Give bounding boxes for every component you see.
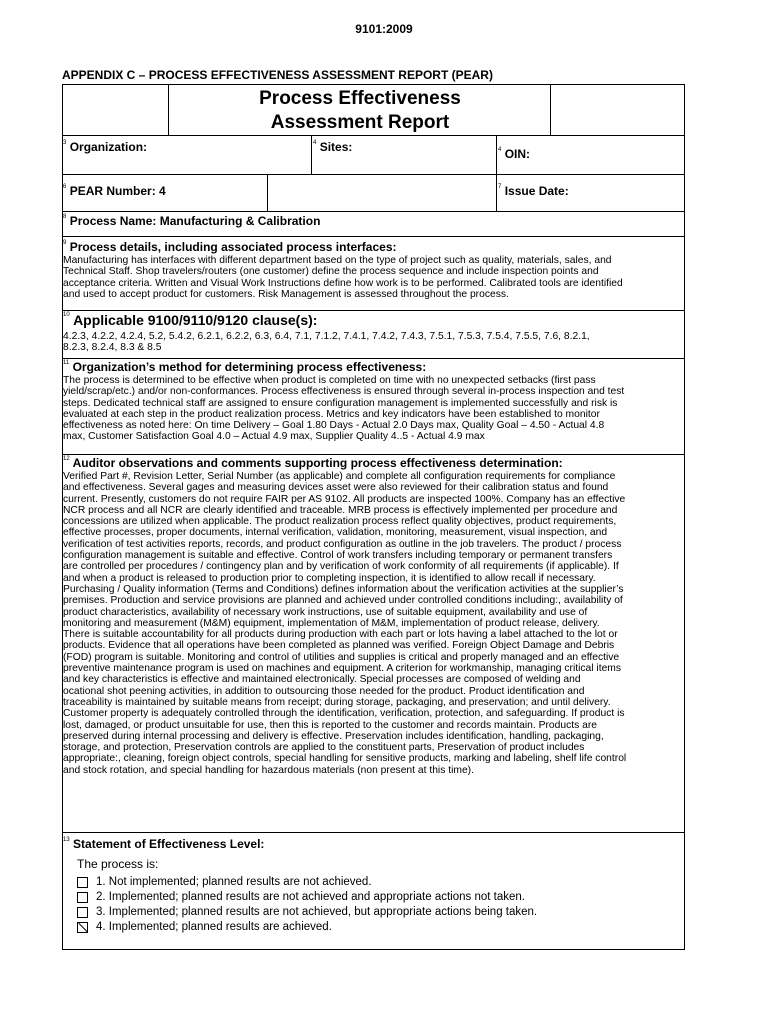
report-title-line1: Process Effectiveness [259, 88, 461, 109]
divider [63, 310, 684, 311]
oin-label: OIN: [504, 147, 531, 161]
method-num: 11 [63, 360, 70, 366]
effectiveness-heading [63, 837, 264, 851]
effectiveness-intro: The process is: [77, 857, 159, 871]
pear-number-field[interactable] [63, 184, 166, 198]
pear-number-num: 6 [63, 184, 67, 190]
option-3-label: 3. Implemented; planned results are not achieved, but appropriate actions being taken. [96, 906, 538, 918]
option-1-label: 1. Not implemented; planned results are not achieved. [96, 876, 372, 888]
effectiveness-option-1[interactable] [77, 876, 372, 888]
clauses-text: 4.2.3, 4.2.2, 4.2.4, 5.2, 5.4.2, 6.2.1, 6.2.2, 6.3, 6.4, 7.1, 7.1.2, 7.4.1, 7.4.2, 7.4.3, 7.5.1, 7.5.3, 7.5.4, 7.5.5, 7.6, 8.2.1, 8.2.3, 8.2.4, 8.3 & 8.5 [63, 331, 590, 354]
oin-num: 4 [498, 147, 502, 153]
process-name-label: Process Name: Manufacturing & Calibration [69, 214, 321, 228]
report-title-line2: Assessment Report [270, 112, 450, 133]
option-2-label: 2. Implemented; planned results are not achieved and appropriate actions not taken. [96, 891, 525, 903]
method-heading [63, 360, 426, 374]
sites-field[interactable] [313, 140, 352, 154]
organization-num: 3 [63, 140, 67, 146]
checkbox-2[interactable] [77, 892, 88, 903]
divider [63, 236, 684, 237]
effectiveness-option-4[interactable] [77, 921, 332, 933]
method-text: The process is determined to be effective when product is completed on time with no unexpected setbacks (first pass yield/scrap/etc.) and/or non-conformances. Process effectiveness is ensured through several in-process inspection and test steps. Dedicated technical staff are assigned to ensure configuration management is implemented successfully and risk is evaluated at each step in the product realization process. Metrics and key indicators have been established to monitor effectiveness as noted here: On time Delivery – Goal 1.80 Days - Actual 2.0 Days max, Quality Goal – 4.50 - Actual 4.8 max, Customer Satisfaction Goal 4.0 – Actual 4.9 max, Supplier Quality 4..5 - Actual 4.9 max [63, 375, 625, 443]
observations-heading-text: Auditor observations and comments supporting process effectiveness determination: [72, 456, 563, 470]
pear-form [62, 84, 685, 950]
effectiveness-option-2[interactable] [77, 891, 525, 903]
clauses-heading-text: Applicable 9100/9110/9120 clause(s): [73, 312, 318, 328]
divider [496, 135, 497, 174]
checkbox-1[interactable] [77, 877, 88, 888]
observations-heading [63, 456, 563, 470]
organization-label: Organization: [69, 140, 148, 154]
report-title [169, 87, 551, 135]
issue-date-label: Issue Date: [504, 184, 569, 198]
method-heading-text: Organization’s method for determining process effectiveness: [72, 360, 427, 374]
divider [311, 135, 312, 174]
divider [63, 358, 684, 359]
divider [63, 135, 684, 136]
process-name-num: 8 [63, 214, 67, 220]
organization-field[interactable] [63, 140, 147, 154]
process-details-text: Manufacturing has interfaces with different department based on the type of project such as quality, materials, sales, and Technical Staff. Shop travelers/routers (one customer) define the process sequence and include inspection points and acceptance criteria. Written and Visual Work Instructions define how work is to be performed. Calibrated tools are identified and used to accept product for customers. Risk Management is assessed throughout the process. [63, 255, 623, 300]
clauses-heading [63, 312, 317, 328]
process-name-field[interactable] [63, 214, 320, 228]
oin-field[interactable] [498, 147, 530, 161]
effectiveness-heading-text: Statement of Effectiveness Level: [73, 837, 265, 851]
document-header: 9101:2009 [355, 22, 413, 36]
divider [63, 454, 684, 455]
issue-date-field[interactable] [498, 184, 569, 198]
divider [496, 174, 497, 211]
divider [63, 174, 684, 175]
checkbox-4[interactable] [77, 922, 88, 933]
checkbox-3[interactable] [77, 907, 88, 918]
pear-number-label: PEAR Number: 4 [69, 184, 166, 198]
issue-date-num: 7 [498, 184, 502, 190]
clauses-num: 10 [63, 312, 70, 318]
divider [267, 174, 268, 211]
appendix-title: APPENDIX C – PROCESS EFFECTIVENESS ASSESSMENT REPORT (PEAR) [62, 68, 493, 82]
sites-num: 4 [313, 140, 317, 146]
effectiveness-num: 13 [63, 837, 70, 843]
sites-label: Sites: [319, 140, 353, 154]
process-details-heading-text: Process details, including associated process interfaces: [69, 240, 397, 254]
observations-num: 12 [63, 456, 70, 462]
effectiveness-option-3[interactable] [77, 906, 537, 918]
process-details-num: 9 [63, 240, 67, 246]
divider [63, 832, 684, 833]
divider [63, 211, 684, 212]
option-4-label: 4. Implemented; planned results are achieved. [96, 921, 332, 933]
process-details-heading [63, 240, 396, 254]
observations-text: Verified Part #, Revision Letter, Serial Number (as applicable) and complete all configuration requirements for compliance and effectiveness. Several gages and measuring devices asset were also reviewed for their calibration status and found current. Presently, customers do not require FAIR per AS 9102. All products are inspected 100%. Company has an effective NCR process and all NCR are clearly identified and traceable. MRB process is effectively implemented per procedure and concessions are utilized when applicable. The product realization process reflect quality objectives, product requirements, effective processes, proper documents, internal verification, validation, monitoring, measurement, visual inspection, and verification of test activities reports, records, and product configuration as outline in the job travelers. The product / process configuration management is suitable and effective. Control of work transfers including temporary or permanent transfers are controlled per procedures / contingency plan and by verification of work conformity of all requirements (if applicable). If and when a product is released to production prior to completing inspection, it is identified to allow recall if necessary. Purchasing / Quality information (Terms and Conditions) defines information about the verification activities at the supplier’s premises. Production and service provisions are planned and achieved under controlled conditions including:, availability of product characteristics, availability of necessary work instructions, use of suitable equipment, availability and use of monitoring and measurement (M&M) equipment, implementation of M&M, implementation of product release, delivery. There is suitable accountability for all products during production with each part or lots having a label attached to the lot or products. Evidence that all operations have been completed as planned was verified. Foreign Object Damage and Debris (FOD) program is suitable. Monitoring and control of utilities and supplies is critical and properly managed and an effective preventive maintenance program is used on machines and equipment. A criterion for workmanship, managing critical items and key characteristics is effective and maintained electronically. Special processes are composed of welding and ocational shot peening activities, in addition to outsourcing those needed for the product. Product identification and traceability is maintained by suitable means from receipt; during storage, packaging, and preservation; and until delivery. Customer property is adequately controlled through the identification, verification, protection, and safeguarding. If product is lost, damaged, or product unsuitable for use, then this is reported to the customer and records maintain. Products are preserved during internal processing and delivery is effective. Preservation includes identification, handling, packaging, storage, and protection, Preservation controls are applied to the constituent parts, Preservation of product includes appropriate:, cleaning, foreign object controls, special handling for sensitive products, marking and labeling, shelf life control and stock rotation, and special handling for hazardous materials (non present at this time). [63, 471, 627, 776]
